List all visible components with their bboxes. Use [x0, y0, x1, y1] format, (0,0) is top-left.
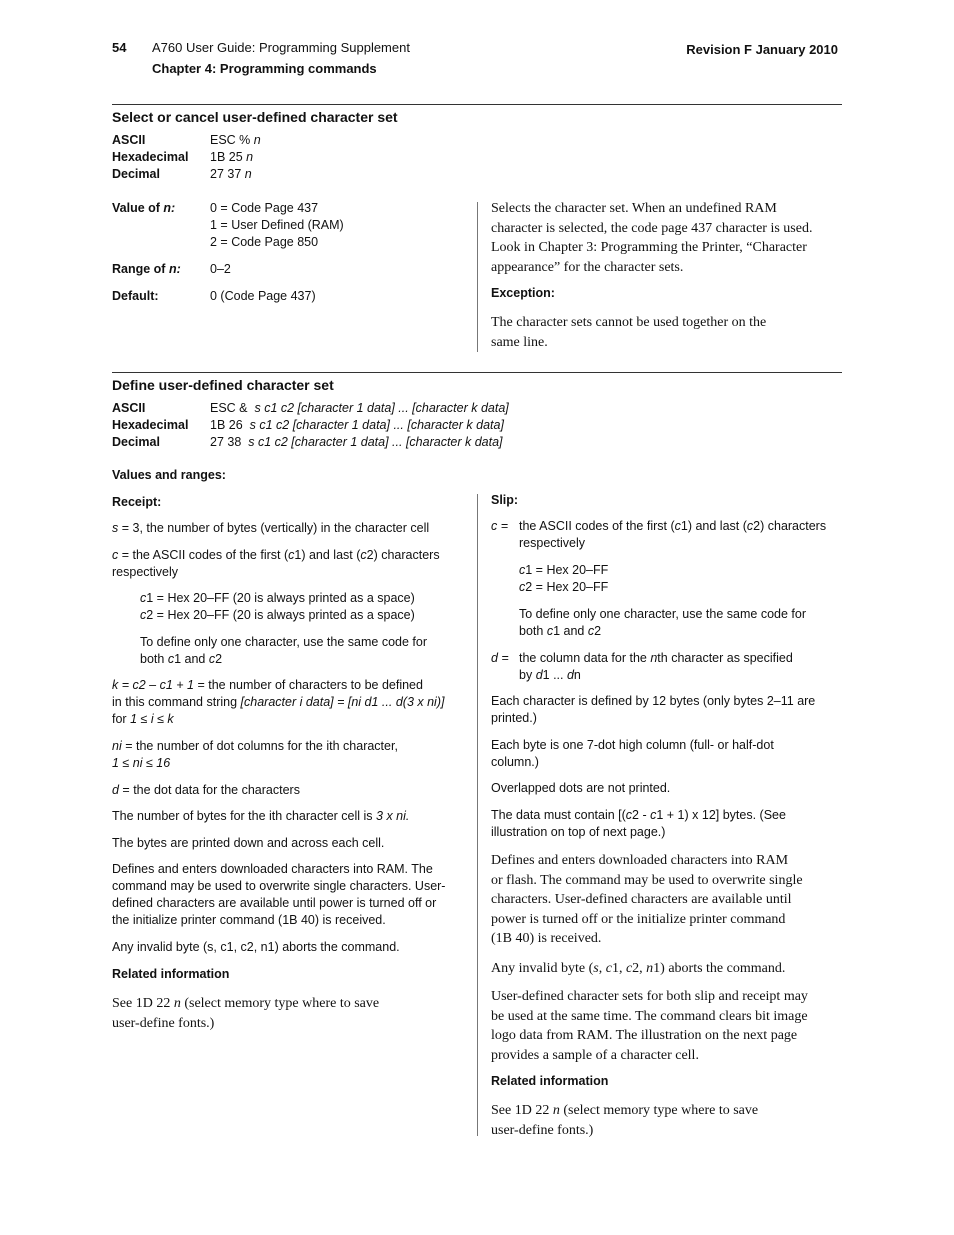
range-label: Range of n: — [112, 262, 181, 276]
values-ranges-heading: Values and ranges: — [112, 468, 226, 482]
exception-text: The character sets cannot be used together on the same line. — [491, 315, 767, 350]
value-item: 0 = Code Page 437 — [210, 201, 319, 215]
receipt-d: d = the dot data for the characters — [112, 783, 300, 797]
slip-c-prefix: c = — [491, 519, 509, 533]
slip-related-label: Related information — [491, 1074, 609, 1088]
slip-related-text: See 1D 22 n (select memory type where to save user-define fonts.) — [491, 1103, 759, 1138]
receipt-related-text: See 1D 22 n (select memory type where to save user-define fonts.) — [112, 996, 380, 1031]
slip-defines: Defines and enters downloaded characters into RAM or flash. The command may be used to overwrite single characters. User-defined characters are available until power is turned off or the initialize printer command (1B 40) is received. — [491, 853, 803, 946]
slip-d: the column data for the nth character as specified by d1 ... dn — [519, 651, 793, 682]
range-value: 0–2 — [210, 262, 231, 276]
hex-value: 1B 25 n — [210, 150, 254, 164]
slip-each-char: Each character is defined by 12 bytes (only bytes 2–11 are printed.) — [491, 694, 816, 725]
dec-value: 27 37 n — [210, 167, 252, 181]
doc-title: A760 User Guide: Programming Supplement — [152, 40, 410, 55]
receipt-defines: Defines and enters downloaded characters into RAM. The command may be used to overwrite single characters. User- defined characters are available until power is turned off or the initialize printer command (1B 40) is received. — [112, 862, 446, 927]
slip-each-byte: Each byte is one 7-dot high column (full- or half-dot column.) — [491, 738, 774, 769]
slip-heading: Slip: — [491, 493, 519, 507]
hex-label: Hexadecimal — [112, 418, 189, 432]
ascii-value: ESC & s c1 c2 [character 1 data] ... [character k data] — [210, 401, 509, 415]
column-divider — [477, 202, 478, 352]
receipt-one-char: To define only one character, use the same code for both c1 and c2 — [140, 635, 427, 666]
slip-one-char: To define only one character, use the same code for both c1 and c2 — [519, 607, 806, 638]
description: Selects the character set. When an undefined RAM character is selected, the code page 437 character is used. Look in Chapter 3: Programming the Printer, “Character appearance” for the character sets. — [491, 201, 813, 275]
hex-value: 1B 26 s c1 c2 [character 1 data] ... [character k data] — [210, 418, 504, 432]
dec-label: Decimal — [112, 167, 160, 181]
slip-data-must: The data must contain [(c2 - c1 + 1) x 12] bytes. (See illustration on top of next page.) — [491, 808, 786, 839]
values-list — [210, 200, 344, 251]
ascii-label: ASCII — [112, 133, 146, 147]
section-title: Define user-defined character set — [112, 377, 334, 393]
slip-both: User-defined character sets for both slip and receipt may be used at the same time. The command clears bit image logo data from RAM. The illustration on the next page provides a sample of a character cell. — [491, 989, 808, 1063]
revision: Revision F January 2010 — [686, 42, 838, 57]
default-label: Default: — [112, 289, 159, 303]
column-divider — [477, 494, 478, 1136]
receipt-ni: ni = the number of dot columns for the ith character, 1 ≤ ni ≤ 16 — [112, 739, 398, 770]
value-item: 2 = Code Page 850 — [210, 235, 319, 249]
section-title: Select or cancel user-defined character set — [112, 109, 398, 125]
exception-label: Exception: — [491, 286, 555, 300]
slip-c-ranges: c1 = Hex 20–FF c2 = Hex 20–FF — [519, 563, 609, 594]
ascii-label: ASCII — [112, 401, 146, 415]
value-label: Value of n: — [112, 201, 176, 215]
chapter-title: Chapter 4: Programming commands — [152, 61, 377, 76]
receipt-c-ranges: c1 = Hex 20–FF (20 is always printed as a space) c2 = Hex 20–FF (20 is always printed as a space) — [140, 591, 415, 622]
ascii-value: ESC % n — [210, 133, 261, 147]
default-value: 0 (Code Page 437) — [210, 289, 316, 303]
receipt-c: c = the ASCII codes of the first (c1) and last (c2) characters respectively — [112, 548, 440, 579]
receipt-k: k = c2 – c1 + 1 = the number of characters to be defined in this command string [character i data] = [ni d1 ... d(3 x ni)] for 1 ≤ i ≤ k — [112, 678, 445, 726]
slip-overlapped: Overlapped dots are not printed. — [491, 781, 671, 795]
slip-invalid: Any invalid byte (s, c1, c2, n1) aborts the command. — [491, 961, 786, 976]
value-item: 1 = User Defined (RAM) — [210, 218, 344, 232]
dec-label: Decimal — [112, 435, 160, 449]
receipt-heading: Receipt: — [112, 495, 162, 509]
hex-label: Hexadecimal — [112, 150, 189, 164]
receipt-s: s = 3, the number of bytes (vertically) in the character cell — [112, 521, 430, 535]
receipt-invalid: Any invalid byte (s, c1, c2, n1) aborts the command. — [112, 940, 400, 954]
dec-value: 27 38 s c1 c2 [character 1 data] ... [character k data] — [210, 435, 503, 449]
divider — [112, 104, 842, 105]
receipt-printed-down: The bytes are printed down and across each cell. — [112, 836, 385, 850]
page-number: 54 — [112, 40, 127, 55]
receipt-related-label: Related information — [112, 967, 230, 981]
slip-d-prefix: d = — [491, 651, 509, 665]
slip-c: the ASCII codes of the first (c1) and last (c2) characters respectively — [519, 519, 827, 550]
divider — [112, 372, 842, 373]
receipt-bytes: The number of bytes for the ith character cell is 3 x ni. — [112, 809, 410, 823]
